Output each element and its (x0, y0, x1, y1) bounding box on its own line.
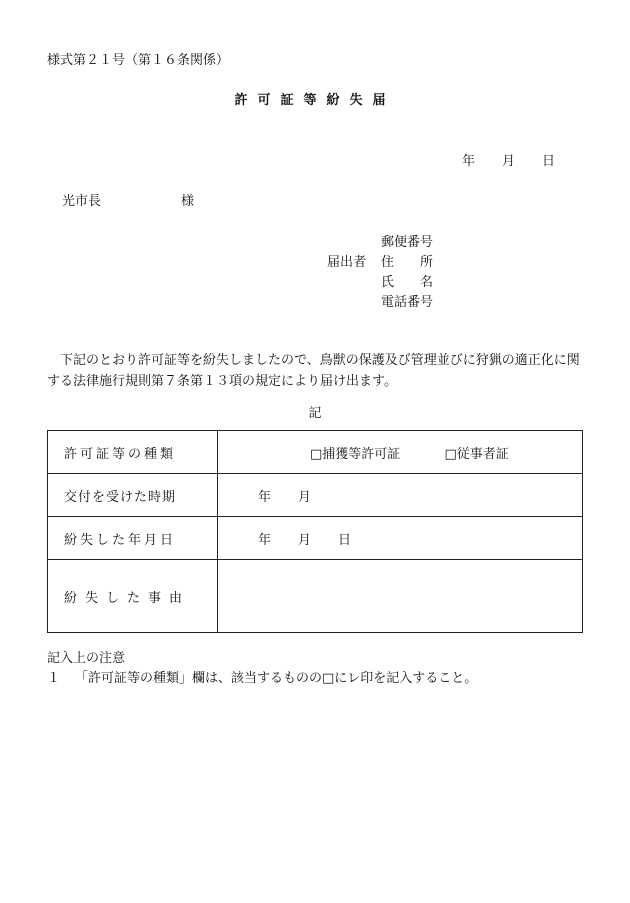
issued-date (218, 474, 583, 517)
issued-label: 交付を受けた時期 (48, 474, 218, 517)
table-row (48, 431, 583, 474)
addressee-suffix: 様 (181, 194, 195, 209)
form-number: 様式第２１号（第１６条関係） (47, 53, 230, 68)
addressee-name: 光市長 (62, 194, 102, 209)
issued-month: 月 (298, 489, 312, 505)
notes-heading: 記入上の注意 (47, 651, 126, 666)
issued-year: 年 (258, 489, 272, 505)
notifier-block (0, 231, 630, 321)
table-row (48, 560, 583, 633)
body-text: 下記のとおり許可証等を紛失しましたので、鳥獣の保護及び管理並びに狩猟の適正化に関する法律施行規則第７条第１３項の規定により届け出ます。 (47, 353, 580, 389)
date-day: 日 (542, 154, 556, 169)
reason-field[interactable] (218, 560, 583, 633)
lost-day: 日 (338, 532, 352, 548)
details-table (47, 430, 583, 633)
table-row (48, 517, 583, 560)
note-text: 「許可証等の種類」欄は、該当するものの□にレ印を記入すること。 (75, 671, 478, 686)
lost-date (218, 517, 583, 560)
addressee (62, 190, 194, 209)
note-item (47, 667, 477, 686)
ki-heading: 記 (308, 406, 322, 421)
notifier-address: 住 所 (381, 255, 434, 270)
note-number: １ (47, 671, 61, 686)
lost-month: 月 (298, 532, 312, 548)
notifier-phone: 電話番号 (381, 295, 434, 310)
notifier-postal-code: 郵便番号 (381, 235, 434, 250)
reason-label: 紛失した事由 (48, 560, 218, 633)
table-row (48, 474, 583, 517)
date-year: 年 (462, 154, 476, 169)
date-line (462, 150, 555, 169)
option-worker-cert[interactable]: □従事者証 (444, 446, 509, 462)
type-options (218, 431, 583, 474)
lost-year: 年 (258, 532, 272, 548)
option-capture-permit[interactable]: □捕獲等許可証 (310, 446, 401, 462)
notifier-name: 氏 名 (381, 275, 434, 290)
lost-date-label: 紛失した年月日 (48, 517, 218, 560)
date-month: 月 (502, 154, 516, 169)
notifier-label: 届出者 (327, 255, 367, 270)
form-title: 許可証等紛失届 (234, 93, 396, 108)
type-label: 許可証等の種類 (48, 431, 218, 474)
